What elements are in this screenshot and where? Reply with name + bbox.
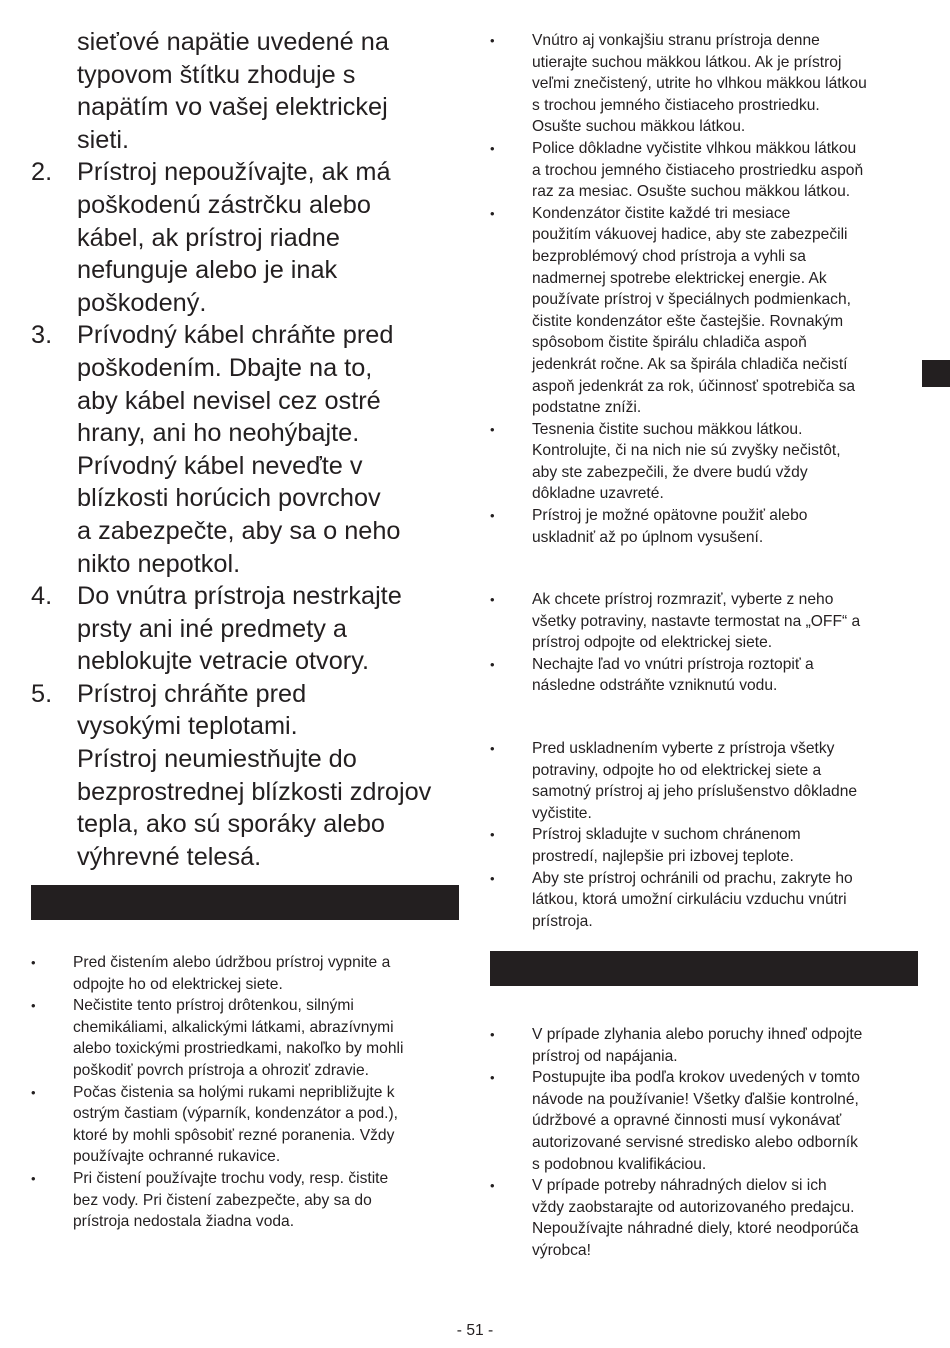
section-heading-bar-troubleshooting <box>490 951 918 986</box>
bullet-text-line: vyčistite. <box>532 804 592 822</box>
bullet-icon: • <box>31 998 36 1014</box>
item-text-line: Prístroj chráňte pred <box>77 679 307 708</box>
item-text-line: prsty ani iné predmety a <box>77 614 347 643</box>
bullet-text-line: jedenkrát ročne. Ak sa špirála chladiča nečistí <box>532 355 848 373</box>
bullet-text-line: s trochou jemného čistiaceho prostriedku. <box>532 96 820 114</box>
bullet-text-line: použitím vákuovej hadice, aby ste zabezpečili <box>532 226 848 244</box>
item-text-line: Do vnútra prístroja nestrkajte <box>77 582 402 611</box>
bullet-text-line: Police dôkladne vyčistite vlhkou mäkkou látkou <box>532 139 857 157</box>
numbered-item <box>31 580 471 678</box>
bullet-text-line: Ak chcete prístroj rozmraziť, vyberte z neho <box>532 591 834 608</box>
item-text-line: tepla, ako sú sporáky alebo <box>77 810 385 839</box>
bullet-text-line: prostredí, najlepšie pri izbovej teplote. <box>532 847 794 865</box>
bullet-text-line: výrobca! <box>532 1241 591 1259</box>
bullet-text-line: následne odstráňte vzniknutú vodu. <box>532 677 778 695</box>
bullet-text-line: Osušte suchou mäkkou látkou. <box>532 118 746 136</box>
item-text-line: a zabezpečte, aby sa o neho <box>77 516 401 545</box>
bullet-text-line: bez vody. Pri čistení zabezpečte, aby sa do <box>73 1191 372 1209</box>
bullet-text-line: a trochou jemného čistiaceho prostriedku aspoň <box>532 161 864 179</box>
bullet-text-line: s podobnou kvalifikáciou. <box>532 1155 707 1173</box>
bullet-icon: • <box>490 1027 495 1042</box>
bullet-icon: • <box>490 827 495 843</box>
bullet-item <box>490 1024 930 1067</box>
bullet-item <box>490 824 930 867</box>
item-number: 5. <box>31 679 53 708</box>
bullet-icon: • <box>490 1178 495 1194</box>
bullet-icon: • <box>490 421 495 437</box>
bullet-text-line: poškodiť povrch prístroja a ohroziť zdravie. <box>73 1061 369 1079</box>
item-text-line: Prístroj nepoužívajte, ak má <box>77 158 391 187</box>
item-text-line: bezprostrednej blízkosti zdrojov <box>77 777 432 806</box>
bullet-text-line: Pri čistení používajte trochu vody, resp. čistite <box>73 1169 389 1187</box>
bullet-text-line: Pred uskladnením vyberte z prístroja všetky <box>532 740 835 757</box>
bullet-text-line: Prístroj skladujte v suchom chránenom <box>532 826 801 844</box>
bullet-item <box>490 203 930 419</box>
bullet-text-line: prístroj odpojte od elektrickej siete. <box>532 634 773 652</box>
bullet-text-line: čistite kondenzátor ešte častejšie. Rovnakým <box>532 312 844 330</box>
bullet-text-line: raz za mesiac. Osušte suchou mäkkou látkou. <box>532 183 851 201</box>
bullet-text-line: V prípade zlyhania alebo poruchy ihneď odpojte <box>532 1026 863 1043</box>
item-text-line: Prívodný kábel chráňte pred <box>77 321 394 350</box>
bullet-text-line: používate prístroj v špeciálnych podmienkach, <box>532 291 851 309</box>
bullet-text-line: návode na používanie! Všetky ďalšie kontrolné, <box>532 1090 859 1108</box>
item-text-line: kábel, ak prístroj riadne <box>77 223 340 252</box>
safety-numbered-list <box>31 26 471 873</box>
item-text-line: aby kábel nevisel cez ostré <box>77 386 381 415</box>
bullet-text-line: bezproblémový chod prístroja a vyhli sa <box>532 247 806 265</box>
bullet-text-line: spôsobom čistite špirálu chladiča aspoň <box>532 334 807 352</box>
bullet-text-line: ktoré by mohli spôsobiť rezné poranenia. Vždy <box>73 1126 395 1144</box>
cleaning-bullet-list <box>31 952 471 1233</box>
bullet-text-line: ostrým častiam (výparník, kondenzátor a pod.), <box>73 1105 399 1123</box>
item-number: 4. <box>31 582 53 611</box>
numbered-item <box>31 26 471 156</box>
bullet-item <box>31 1082 471 1168</box>
bullet-text-line: Kontrolujte, či na nich nie sú zvyšky nečistôt, <box>532 442 841 460</box>
bullet-item <box>31 952 471 995</box>
bullet-text-line: Prístroj je možné opätovne použiť alebo <box>532 507 808 525</box>
bullet-icon: • <box>31 1170 36 1186</box>
bullet-text-line: Nepoužívajte náhradné diely, ktoré neodporúča <box>532 1220 859 1238</box>
bullet-text-line: Vnútro aj vonkajšiu stranu prístroja denne <box>532 32 820 49</box>
item-text-line: hrany, ani ho neohýbajte. <box>77 419 360 448</box>
bullet-text-line: aby ste zabezpečili, že dvere budú vždy <box>532 463 808 481</box>
bullet-text-line: vždy zaobstarajte od autorizovaného predajcu. <box>532 1198 855 1216</box>
bullet-text-line: Pred čistením alebo údržbou prístroj vypnite a <box>73 954 391 971</box>
item-text-line: nikto nepotkol. <box>77 549 241 578</box>
bullet-text-line: Aby ste prístroj ochránili od prachu, zakryte ho <box>532 869 853 887</box>
bullet-text-line: veľmi znečistený, utrite ho vlhkou mäkkou látkou <box>532 75 867 93</box>
troubleshooting-list <box>490 1024 930 1262</box>
item-text-line: typovom štítku zhoduje s <box>77 60 356 89</box>
bullet-text-line: potraviny, odpojte ho od elektrickej siete a <box>532 761 822 779</box>
bullet-text-line: podstatne zníži. <box>532 399 642 417</box>
bullet-item <box>490 868 930 933</box>
bullet-text-line: dôkladne uzavreté. <box>532 485 664 503</box>
item-text-line: poškodenú zástrčku alebo <box>77 190 371 219</box>
language-side-tab <box>922 360 950 387</box>
bullet-text-line: Nečistite tento prístroj drôtenkou, silnými <box>73 997 354 1015</box>
item-text-line: blízkosti horúcich povrchov <box>77 484 381 513</box>
bullet-icon: • <box>31 955 36 970</box>
cleaning-instructions-list <box>490 30 930 548</box>
bullet-text-line: Počas čistenia sa holými rukami nepribližujte k <box>73 1083 395 1101</box>
bullet-text-line: odpojte ho od elektrickej siete. <box>73 975 283 993</box>
bullet-text-line: prístroj od napájania. <box>532 1047 678 1065</box>
bullet-text-line: chemikáliami, alkalickými látkami, abrazívnymi <box>73 1018 394 1036</box>
bullet-text-line: samotný prístroj aj jeho príslušenstvo dôkladne <box>532 783 858 801</box>
item-number: 2. <box>31 158 53 187</box>
storage-list <box>490 738 930 932</box>
bullet-icon: • <box>490 508 495 524</box>
item-text-line: výhrevné telesá. <box>77 842 262 871</box>
bullet-text-line: prístroja nedostala žiadna voda. <box>73 1213 295 1231</box>
bullet-icon: • <box>490 1070 495 1086</box>
bullet-icon: • <box>490 870 495 886</box>
item-text-line: poškodený. <box>77 288 207 317</box>
bullet-text-line: prístroja. <box>532 912 593 930</box>
item-text-line: sieťové napätie uvedené na <box>77 28 389 56</box>
bullet-text-line: utierajte suchou mäkkou látkou. Ak je prístroj <box>532 53 842 71</box>
bullet-item <box>31 1168 471 1233</box>
bullet-item <box>31 995 471 1081</box>
section-heading-bar-cleaning <box>31 885 459 920</box>
defrost-list <box>490 589 930 697</box>
bullet-item <box>490 738 930 824</box>
bullet-text-line: Tesnenia čistite suchou mäkkou látkou. <box>532 420 803 438</box>
bullet-item <box>490 30 930 138</box>
bullet-icon: • <box>490 33 495 48</box>
bullet-text-line: Kondenzátor čistite každé tri mesiace <box>532 204 791 222</box>
numbered-item <box>31 678 471 874</box>
bullet-icon: • <box>490 140 495 156</box>
bullet-text-line: všetky potraviny, nastavte termostat na „OFF“ a <box>532 612 861 630</box>
page-number: - 51 - <box>456 1322 494 1339</box>
bullet-text-line: aspoň jedenkrát za rok, účinnosť spotrebiča sa <box>532 377 856 395</box>
bullet-item <box>490 589 930 654</box>
bullet-icon: • <box>490 741 495 756</box>
bullet-text-line: uskladniť až po úplnom vysušení. <box>532 528 764 546</box>
bullet-text-line: Nechajte ľad vo vnútri prístroja roztopiť a <box>532 655 814 673</box>
bullet-text-line: alebo toxickými prostriedkami, nakoľko by mohli <box>73 1040 404 1058</box>
bullet-icon: • <box>490 656 495 672</box>
numbered-item <box>31 156 471 319</box>
numbered-item <box>31 319 471 580</box>
bullet-item <box>490 1175 930 1261</box>
bullet-text-line: látkou, ktorá umožní cirkuláciu vzduchu vnútri <box>532 891 847 909</box>
bullet-icon: • <box>490 592 495 607</box>
item-text-line: napätím vo vašej elektrickej <box>77 93 388 122</box>
bullet-text-line: používajte ochranné rukavice. <box>73 1148 281 1166</box>
item-text-line: neblokujte vetracie otvory. <box>77 647 370 676</box>
bullet-item <box>490 419 930 505</box>
item-text-line: Prístroj neumiestňujte do <box>77 745 357 774</box>
bullet-icon: • <box>490 205 495 221</box>
bullet-icon: • <box>31 1084 36 1100</box>
item-text-line: Prívodný kábel neveďte v <box>77 451 363 480</box>
bullet-text-line: autorizované servisné stredisko alebo odborník <box>532 1133 858 1151</box>
item-text-line: poškodením. Dbajte na to, <box>77 353 373 382</box>
item-number: 3. <box>31 321 53 350</box>
item-text-line: vysokými teplotami. <box>77 712 298 741</box>
bullet-item <box>490 138 930 203</box>
bullet-item <box>490 654 930 697</box>
item-text-line: nefunguje alebo je inak <box>77 256 338 285</box>
bullet-item <box>490 1067 930 1175</box>
bullet-item <box>490 505 930 548</box>
item-text-line: sieti. <box>77 125 130 154</box>
bullet-text-line: Postupujte iba podľa krokov uvedených v tomto <box>532 1069 860 1087</box>
bullet-text-line: údržbové a opravné činnosti musí vykonávať <box>532 1112 842 1130</box>
bullet-text-line: V prípade potreby náhradných dielov si ich <box>532 1177 827 1195</box>
bullet-text-line: nadmernej spotrebe elektrickej energie. Ak <box>532 269 827 287</box>
